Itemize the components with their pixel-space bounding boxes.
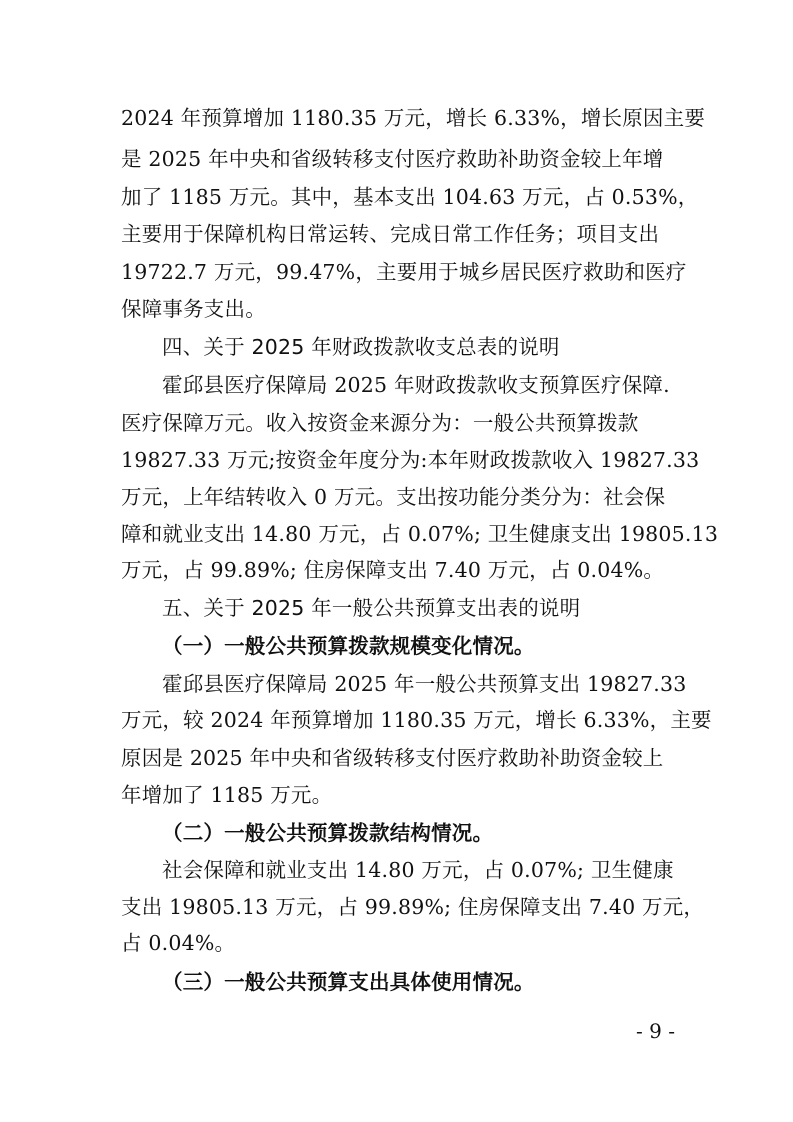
paragraph-line: 万元，上年结转收入 0 万元。支出按功能分类分为：社会保 [121,485,666,509]
paragraph-line: 原因是 2025 年中央和省级转移支付医疗救助补助资金较上 [121,746,664,770]
paragraph-line: 万元，较 2024 年预算增加 1180.35 万元，增长 6.33%，主要 [121,708,712,732]
paragraph-line: 保障事务支出。 [121,297,266,321]
paragraph-line: 社会保障和就业支出 14.80 万元，占 0.07%; 卫生健康 [162,858,674,882]
paragraph-line: 19722.7 万元，99.47%，主要用于城乡居民医疗救助和医疗 [121,260,687,284]
section-heading: 四、关于 2025 年财政拨款收支总表的说明 [162,335,560,359]
paragraph-line: 支出 19805.13 万元，占 99.89%; 住房保障支出 7.40 万元， [121,895,705,919]
paragraph-line: 2024 年预算增加 1180.35 万元，增长 6.33%，增长原因主要 [121,106,706,130]
section-heading: 五、关于 2025 年一般公共预算支出表的说明 [162,596,581,620]
subsection-heading: （二）一般公共预算拨款结构情况。 [162,821,494,845]
paragraph-line: 19827.33 万元;按资金年度分为:本年财政拨款收入 19827.33 [121,448,700,472]
paragraph-line: 霍邱县医疗保障局 2025 年一般公共预算支出 19827.33 [162,672,687,696]
paragraph-line: 医疗保障万元。收入按资金来源分为：一般公共预算拨款 [121,411,639,435]
paragraph-line: 占 0.04%。 [121,931,236,955]
subsection-heading: （三）一般公共预算支出具体使用情况。 [162,970,535,994]
paragraph-line: 障和就业支出 14.80 万元，占 0.07%; 卫生健康支出 19805.13 [121,522,719,546]
paragraph-line: 主要用于保障机构日常运转、完成日常工作任务；项目支出 [121,222,660,246]
page-number: - 9 - [636,1019,675,1043]
subsection-heading: （一）一般公共预算拨款规模变化情况。 [162,634,535,658]
paragraph-line: 年增加了 1185 万元。 [121,783,333,807]
paragraph-line: 加了 1185 万元。其中，基本支出 104.63 万元，占 0.53%， [121,185,699,209]
paragraph-line: 是 2025 年中央和省级转移支付医疗救助补助资金较上年增 [121,147,664,171]
paragraph-line: 霍邱县医疗保障局 2025 年财政拨款收支预算医疗保障. [162,373,670,397]
paragraph-line: 万元，占 99.89%; 住房保障支出 7.40 万元，占 0.04%。 [121,558,665,582]
